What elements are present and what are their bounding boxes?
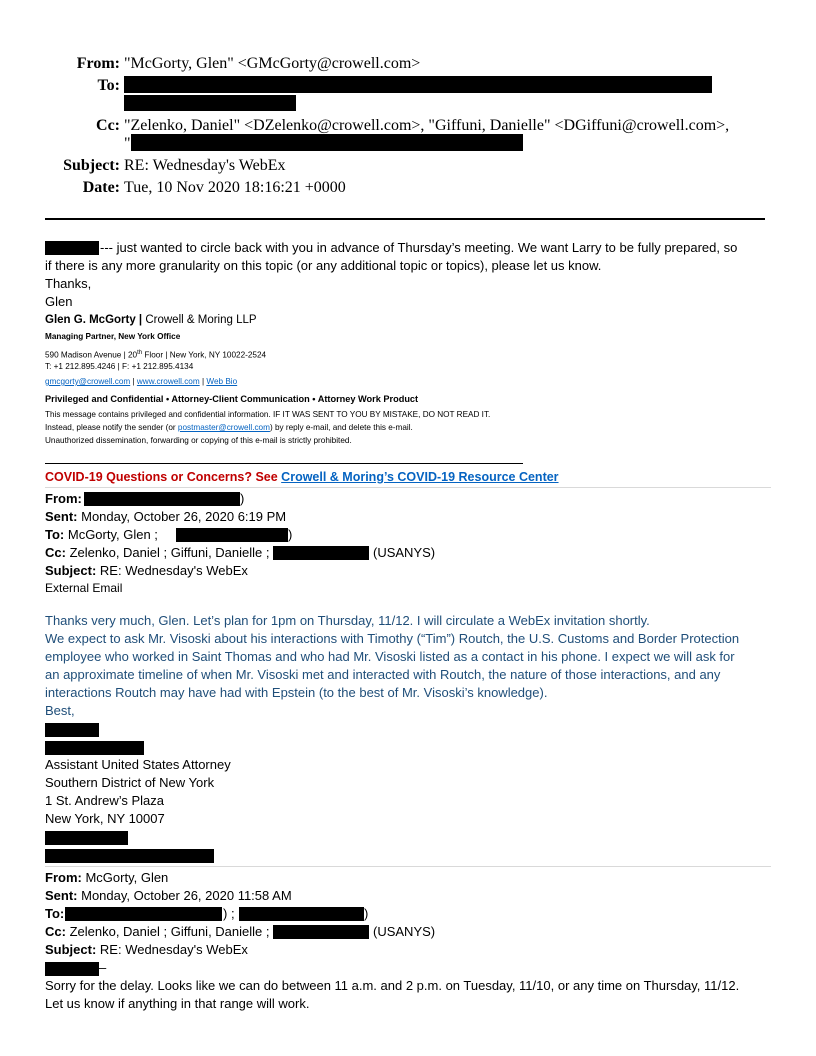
redaction-msg2-to-2	[239, 907, 364, 921]
signature-name: Glen G. McGorty |	[45, 314, 143, 326]
signature-links	[45, 376, 237, 388]
redaction-msg2-to-1	[65, 907, 222, 921]
msg2-cc	[45, 923, 269, 941]
redaction-msg1-to	[176, 528, 288, 542]
redaction-cc	[131, 134, 523, 151]
msg2-to-label: To:	[45, 906, 65, 921]
from-value: "McGorty, Glen" <GMcGorty@crowell.com>	[124, 55, 421, 72]
redaction-msg1-sig-1	[45, 723, 99, 737]
msg1-from-tail: )	[240, 491, 245, 506]
redaction-greeting	[45, 241, 99, 255]
msg1-sent	[45, 508, 286, 526]
msg2-cc-label: Cc:	[45, 924, 66, 939]
msg2-subject-label: Subject:	[45, 942, 97, 957]
subject-label: Subject:	[63, 157, 120, 174]
message-divider-1	[45, 487, 771, 488]
msg1-from	[45, 490, 82, 508]
signature-title: Managing Partner, New York Office	[45, 332, 181, 341]
disclaimer-line-2	[45, 422, 413, 434]
msg1-body-1: Thanks very much, Glen. Let’s plan for 1pm on Thursday, 11/12. I will circulate a WebEx invitation shortly.	[45, 613, 650, 628]
postmaster-link[interactable]: postmaster@crowell.com	[177, 423, 270, 432]
msg2-from-label: From:	[45, 870, 82, 885]
msg2-to-mid: ) ;	[223, 906, 235, 921]
cc-value: "Zelenko, Daniel" <DZelenko@crowell.com>, "Giffuni, Danielle" <DGiffuni@crowell.com>,	[124, 117, 730, 134]
to-label: To:	[97, 77, 120, 94]
subject-value: RE: Wednesday's WebEx	[124, 157, 286, 174]
date-label: Date:	[82, 179, 120, 196]
msg1-body-5: interactions Routch may have had with Epstein (to the best of Mr. Visoski’s knowledge).	[45, 685, 548, 700]
reply-line-1: --- just wanted to circle back with you in advance of Thursday’s meeting. We want Larry to be fully prepared, so	[100, 240, 738, 255]
disclaimer-line-1: This message contains privileged and confidential information. IF IT WAS SENT TO YOU BY MISTAKE, DO NOT READ IT.	[45, 410, 491, 419]
redaction-msg1-cc	[273, 546, 369, 560]
msg1-cc-tail: (USANYS)	[373, 545, 436, 560]
link-separator-2: |	[199, 377, 207, 386]
signature-phone: T: +1 212.895.4246 | F: +1 212.895.4134	[45, 362, 194, 371]
msg2-subject	[45, 941, 248, 959]
reply-line-3: Thanks,	[45, 276, 92, 291]
msg1-subject	[45, 562, 248, 580]
redaction-to-1	[124, 76, 712, 93]
msg1-sent-value: Monday, October 26, 2020 6:19 PM	[77, 509, 287, 524]
covid-line	[45, 468, 559, 486]
redaction-to-2	[124, 95, 296, 111]
redaction-msg1-from	[84, 492, 240, 506]
msg2-from-value: McGorty, Glen	[81, 870, 169, 885]
msg2-sent	[45, 887, 292, 905]
address-sup: th	[137, 350, 143, 356]
from-label: From:	[76, 55, 120, 72]
msg1-sent-label: Sent:	[45, 509, 78, 524]
signature-name-line	[45, 312, 257, 328]
msg1-to-value: McGorty, Glen ;	[64, 527, 158, 542]
msg1-body-4: an approximate timeline of when Mr. Visoski met and interacted with Routch, the nature of those interactions, and any	[45, 667, 721, 682]
signature-rule	[45, 463, 523, 464]
redaction-msg1-sig-2	[45, 741, 144, 755]
disclaimer-post: ) by reply e-mail, and delete this e-mail.	[269, 423, 413, 432]
covid-text: COVID-19 Questions or Concerns? See	[45, 470, 282, 484]
external-email-tag: External Email	[45, 581, 123, 595]
msg1-body-3: employee who worked in Saint Thomas and who had Mr. Visoski listed as a contact in his phone. I expect we will ask for	[45, 649, 735, 664]
msg1-cc-label: Cc:	[45, 545, 66, 560]
msg1-sig-office: Southern District of New York	[45, 775, 215, 790]
link-separator-1: |	[130, 377, 137, 386]
msg2-subject-value: RE: Wednesday's WebEx	[96, 942, 248, 957]
reply-line-4: Glen	[45, 294, 73, 309]
date-value: Tue, 10 Nov 2020 18:16:21 +0000	[124, 179, 346, 196]
redaction-msg2-greeting	[45, 962, 99, 976]
message-divider-2	[45, 866, 771, 867]
cc-continuation: "	[124, 135, 131, 152]
email-link[interactable]: gmcgorty@crowell.com	[45, 377, 131, 386]
msg1-cc-value: Zelenko, Daniel ; Giffuni, Danielle ;	[65, 545, 270, 560]
msg1-sig-street: 1 St. Andrew’s Plaza	[45, 793, 164, 808]
msg1-to-tail: )	[288, 527, 293, 542]
address-post: Floor | New York, NY 10022-2524	[142, 350, 267, 360]
msg1-to-label: To:	[45, 527, 65, 542]
msg1-to	[45, 526, 158, 544]
msg1-sig-city: New York, NY 10007	[45, 811, 165, 826]
redaction-msg1-sig-4	[45, 849, 214, 863]
msg2-to	[45, 905, 64, 923]
msg1-from-label: From:	[45, 491, 82, 506]
msg2-dash: –	[99, 960, 107, 975]
msg1-subject-value: RE: Wednesday's WebEx	[96, 563, 248, 578]
cc-label: Cc:	[96, 117, 120, 134]
msg1-cc	[45, 544, 269, 562]
privileged-notice: Privileged and Confidential • Attorney-Client Communication • Attorney Work Product	[45, 394, 419, 404]
disclaimer-pre: Instead, please notify the sender (or	[45, 423, 178, 432]
msg2-to-tail: )	[364, 906, 369, 921]
msg2-cc-tail: (USANYS)	[373, 924, 436, 939]
signature-firm: Crowell & Moring LLP	[142, 314, 257, 326]
msg2-cc-value: Zelenko, Daniel ; Giffuni, Danielle ;	[65, 924, 270, 939]
redaction-msg2-cc	[273, 925, 369, 939]
reply-line-2: if there is any more granularity on this topic (or any additional topic or topics), please let us know.	[45, 258, 602, 273]
msg1-body-6: Best,	[45, 703, 75, 718]
web-bio-link[interactable]: Web Bio	[206, 377, 238, 386]
msg2-sent-label: Sent:	[45, 888, 78, 903]
msg1-body-2: We expect to ask Mr. Visoski about his interactions with Timothy (“Tim”) Routch, the U.S. Customs and Border Protection	[45, 631, 740, 646]
website-link[interactable]: www.crowell.com	[136, 377, 200, 386]
msg2-from	[45, 869, 168, 887]
signature-address	[45, 347, 266, 362]
disclaimer-line-3: Unauthorized dissemination, forwarding or copying of this e-mail is strictly prohibited.	[45, 436, 352, 445]
covid-resource-link[interactable]: Crowell & Moring’s COVID-19 Resource Center	[281, 470, 559, 484]
msg1-sig-title: Assistant United States Attorney	[45, 757, 231, 772]
msg2-body-1: Sorry for the delay. Looks like we can do between 11 a.m. and 2 p.m. on Tuesday, 11/10, or any time on Thursday, 11/12.	[45, 978, 740, 993]
redaction-msg1-sig-3	[45, 831, 128, 845]
header-divider	[45, 218, 765, 220]
msg2-body-2: Let us know if anything in that range will work.	[45, 996, 310, 1011]
msg2-sent-value: Monday, October 26, 2020 11:58 AM	[77, 888, 292, 903]
msg1-subject-label: Subject:	[45, 563, 97, 578]
address-pre: 590 Madison Avenue | 20	[45, 350, 138, 360]
